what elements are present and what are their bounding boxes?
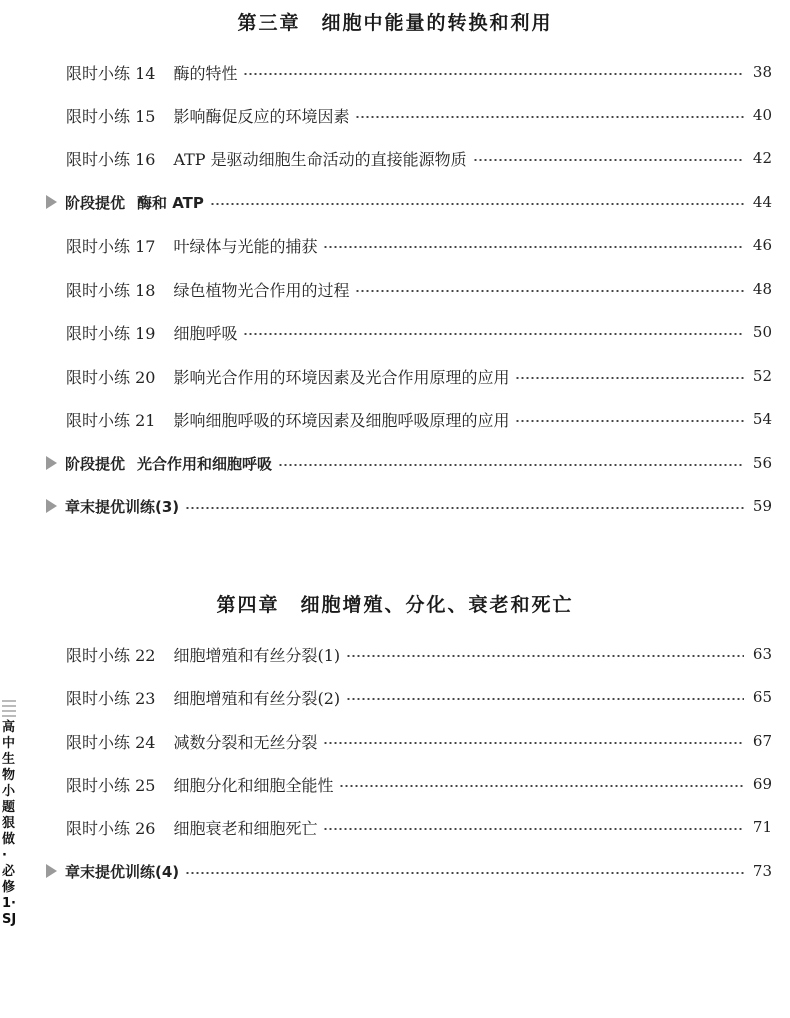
entry-title: 叶绿体与光能的捕获: [173, 236, 318, 256]
entry-label: 限时小练 19: [66, 323, 156, 343]
page-number: 67: [752, 732, 772, 750]
page-number: 50: [752, 323, 772, 341]
dot-leader: [323, 246, 744, 248]
page-number: 40: [752, 106, 772, 124]
toc-entry-exercise-24[interactable]: [66, 729, 772, 753]
toc-entry-exercise-19[interactable]: [66, 320, 772, 344]
toc-entry-exercise-25[interactable]: [66, 772, 772, 796]
dot-leader: [515, 420, 744, 422]
page-number: 59: [752, 497, 772, 515]
entry-title: 酶的特性: [173, 63, 238, 83]
triangle-marker-icon: [46, 499, 57, 513]
toc-entry-exercise-23[interactable]: [66, 685, 772, 709]
entry-label: 限时小练 22: [66, 645, 156, 665]
entry-title: 细胞分化和细胞全能性: [173, 775, 334, 795]
entry-label: 阶段提优: [65, 454, 126, 473]
page-number: 63: [752, 645, 772, 663]
dot-leader: [278, 464, 744, 466]
entry-title: 酶和 ATP: [137, 193, 204, 212]
entry-label: 限时小练 18: [66, 280, 156, 300]
entry-label: 限时小练 16: [66, 149, 156, 169]
chapter-4-title: 第四章 细胞增殖、分化、衰老和死亡: [216, 594, 574, 616]
page-number: 48: [752, 280, 772, 298]
dot-leader: [346, 655, 744, 657]
entry-label: 阶段提优: [65, 193, 126, 212]
toc-entry-exercise-17[interactable]: [66, 233, 772, 257]
entry-title: 细胞增殖和有丝分裂(2): [173, 688, 341, 708]
entry-title: 影响细胞呼吸的环境因素及细胞呼吸原理的应用: [173, 410, 510, 430]
chapter-3-title: 第三章 细胞中能量的转换和利用: [237, 12, 553, 34]
dot-leader: [210, 203, 744, 205]
entry-title: 减数分裂和无丝分裂: [173, 732, 318, 752]
toc-entry-exercise-14[interactable]: [66, 60, 772, 84]
dot-leader: [355, 116, 744, 118]
toc-entry-chapter-3-training[interactable]: [46, 494, 772, 518]
page-number: 42: [752, 149, 772, 167]
toc-entry-exercise-16[interactable]: [66, 146, 772, 170]
dot-leader: [515, 377, 744, 379]
toc-entry-stage-review-2[interactable]: [46, 451, 772, 475]
dot-leader: [243, 333, 744, 335]
entry-label: 限时小练 15: [66, 106, 156, 126]
dot-leader: [243, 73, 744, 75]
dot-leader: [323, 828, 744, 830]
entry-label: 限时小练 23: [66, 688, 156, 708]
page-number: 44: [752, 193, 772, 211]
toc-entry-exercise-18[interactable]: [66, 277, 772, 301]
toc-entry-chapter-4-training[interactable]: [46, 859, 772, 883]
dot-leader: [339, 785, 744, 787]
dot-leader: [473, 159, 744, 161]
toc-entry-exercise-22[interactable]: [66, 642, 772, 666]
dot-leader: [346, 698, 744, 700]
page-number: 65: [752, 688, 772, 706]
dot-leader: [185, 507, 744, 509]
entry-label: 限时小练 24: [66, 732, 156, 752]
page-number: 54: [752, 410, 772, 428]
page-number: 73: [752, 862, 772, 880]
dot-leader: [355, 290, 744, 292]
toc-entry-stage-review-1[interactable]: [46, 190, 772, 214]
entry-label: 章末提优训练(4): [65, 862, 180, 881]
toc-entry-exercise-26[interactable]: [66, 815, 772, 839]
spine-decoration: [2, 700, 16, 717]
page-number: 38: [752, 63, 772, 81]
entry-label: 限时小练 14: [66, 63, 156, 83]
page-number: 69: [752, 775, 772, 793]
entry-label: 限时小练 26: [66, 818, 156, 838]
entry-label: 限时小练 21: [66, 410, 156, 430]
book-spine: [0, 700, 20, 928]
page-number: 52: [752, 367, 772, 385]
entry-title: 光合作用和细胞呼吸: [137, 454, 273, 473]
dot-leader: [185, 872, 744, 874]
triangle-marker-icon: [46, 195, 57, 209]
page-number: 56: [752, 454, 772, 472]
toc-entry-exercise-15[interactable]: [66, 103, 772, 127]
entry-title: 影响光合作用的环境因素及光合作用原理的应用: [173, 367, 510, 387]
dot-leader: [323, 742, 744, 744]
page-number: 46: [752, 236, 772, 254]
entry-title: 细胞呼吸: [173, 323, 238, 343]
spine-text: 高中生物 小题狠做·必修1·SJ: [2, 720, 17, 927]
toc-entry-exercise-20[interactable]: [66, 364, 772, 388]
entry-title: 影响酶促反应的环境因素: [173, 106, 350, 126]
entry-title: 细胞衰老和细胞死亡: [173, 818, 318, 838]
entry-label: 限时小练 20: [66, 367, 156, 387]
entry-label: 限时小练 25: [66, 775, 156, 795]
triangle-marker-icon: [46, 456, 57, 470]
toc-entry-exercise-21[interactable]: [66, 407, 772, 431]
entry-title: ATP 是驱动细胞生命活动的直接能源物质: [173, 149, 467, 169]
triangle-marker-icon: [46, 864, 57, 878]
page-number: 71: [752, 818, 772, 836]
entry-title: 绿色植物光合作用的过程: [173, 280, 350, 300]
entry-title: 细胞增殖和有丝分裂(1): [173, 645, 341, 665]
entry-label: 限时小练 17: [66, 236, 156, 256]
entry-label: 章末提优训练(3): [65, 497, 180, 516]
